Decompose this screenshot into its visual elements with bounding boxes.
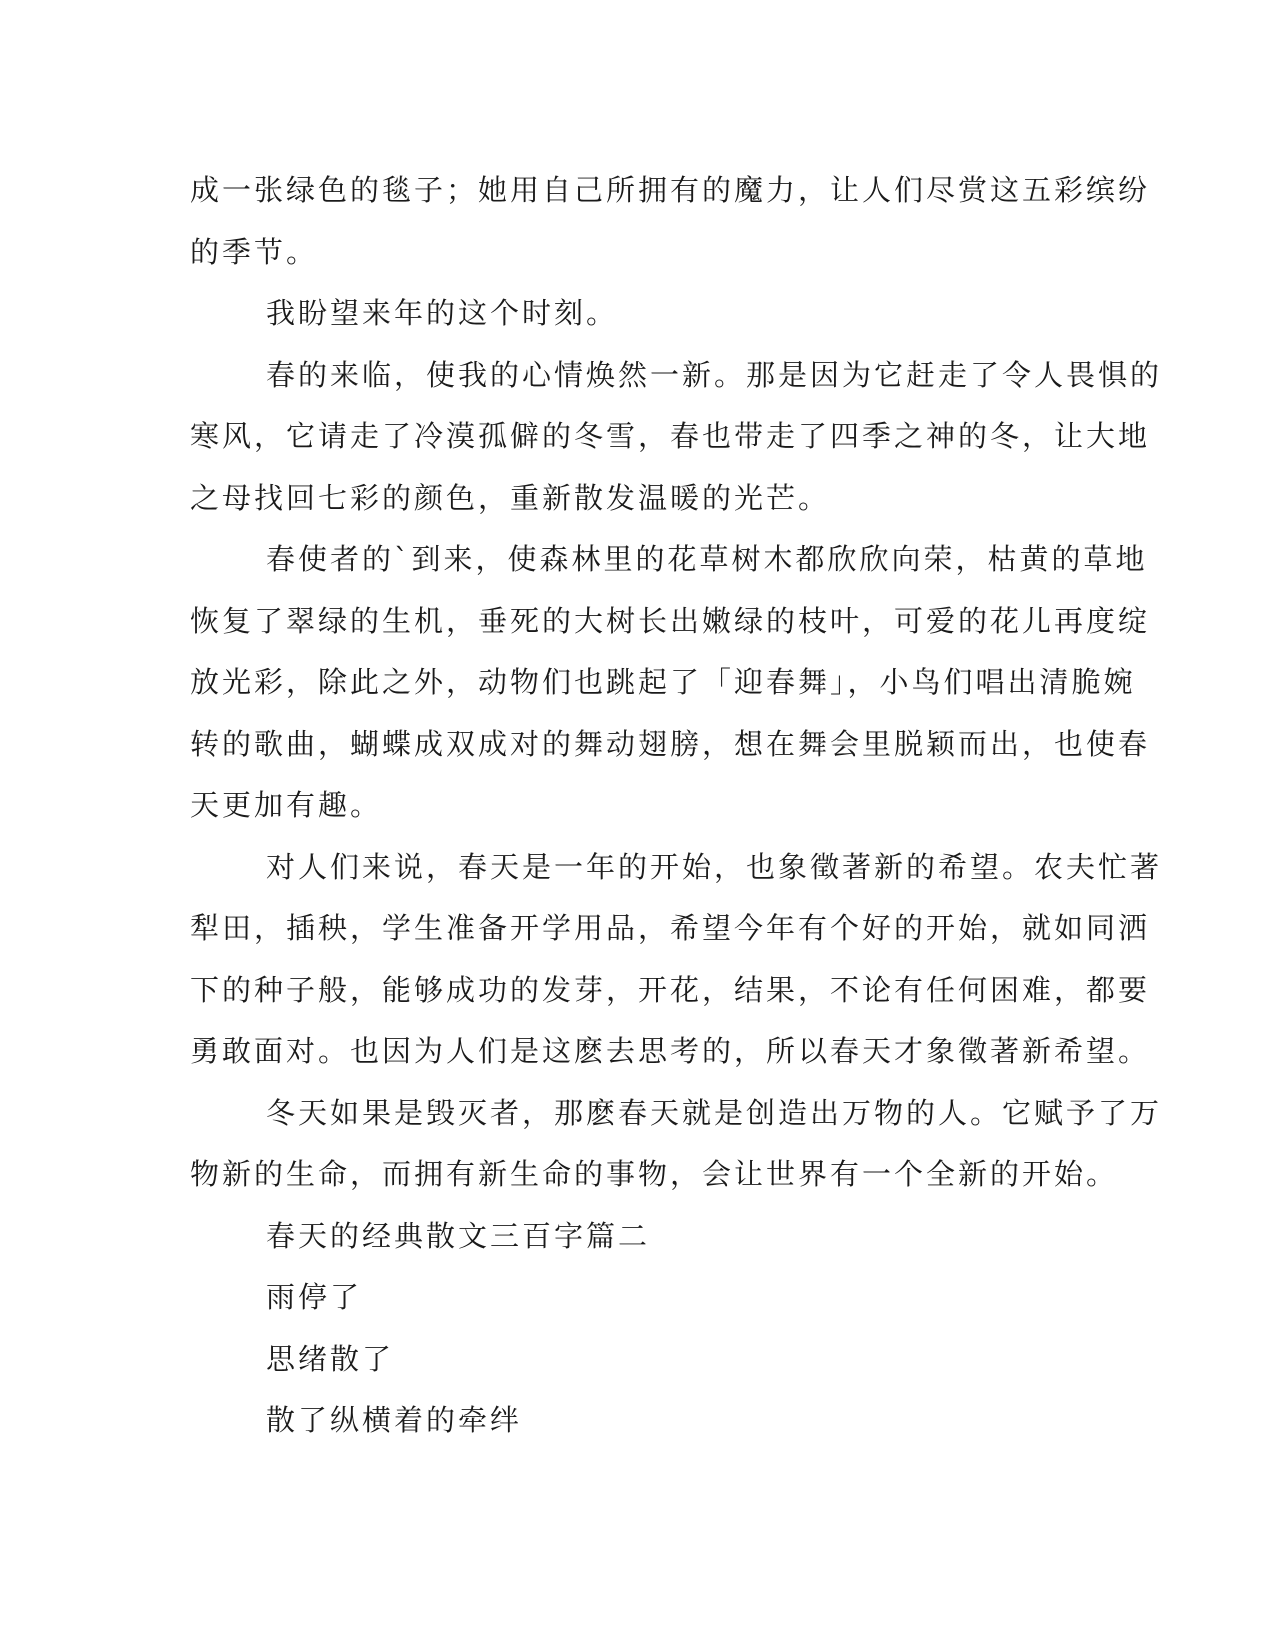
text-line: 对人们来说，春天是一年的开始，也象徵著新的希望。农夫忙著 — [266, 849, 1163, 884]
poem-line — [190, 1390, 1090, 1452]
paragraph — [190, 1083, 1163, 1206]
document-body — [190, 160, 1163, 1452]
text-line: 散了纵横着的牵绊 — [266, 1403, 523, 1437]
text-line: 我盼望来年的这个时刻。 — [266, 296, 619, 330]
text-line: 之母找回七彩的颜色，重新散发温暖的光芒。 — [190, 480, 831, 515]
text-line: 春使者的`到来，使森林里的花草树木都欣欣向荣，枯黄的草地 — [266, 542, 1148, 576]
poem-line — [190, 1267, 1090, 1329]
text-line: 的季节。 — [190, 234, 319, 269]
paragraph — [190, 345, 1163, 530]
paragraph — [190, 160, 1151, 283]
text-line: 雨停了 — [266, 1280, 363, 1314]
section-heading — [190, 1206, 1090, 1268]
text-line: 下的种子般，能够成功的发芽，开花，结果，不论有任何困难，都要 — [190, 972, 1151, 1007]
text-line: 放光彩，除此之外，动物们也跳起了「迎春舞」，小鸟们唱出清脆婉 — [190, 665, 1136, 699]
text-line: 天更加有趣。 — [190, 788, 383, 822]
paragraph — [190, 837, 1163, 1083]
paragraph — [190, 283, 1090, 345]
text-line: 转的歌曲，蝴蝶成双成对的舞动翅膀，想在舞会里脱颖而出，也使春 — [190, 726, 1151, 761]
text-line: 思绪散了 — [266, 1341, 395, 1376]
text-line: 寒风，它请走了冷漠孤僻的冬雪，春也带走了四季之神的冬，让大地 — [190, 419, 1151, 453]
text-line: 成一张绿色的毯子；她用自己所拥有的魔力，让人们尽赏这五彩缤纷 — [190, 173, 1151, 207]
text-line: 物新的生命，而拥有新生命的事物，会让世界有一个全新的开始。 — [190, 1157, 1119, 1191]
paragraph — [190, 529, 1151, 837]
text-line: 春天的经典散文三百字篇二 — [266, 1218, 651, 1253]
text-line: 恢复了翠绿的生机，垂死的大树长出嫩绿的枝叶，可爱的花儿再度绽 — [190, 603, 1151, 638]
poem-line — [190, 1329, 1090, 1391]
text-line: 勇敢面对。也因为人们是这麽去思考的，所以春天才象徵著新希望。 — [190, 1034, 1151, 1068]
text-line: 春的来临，使我的心情焕然一新。那是因为它赶走了令人畏惧的 — [266, 357, 1163, 392]
text-line: 犁田，插秧，学生准备开学用品，希望今年有个好的开始，就如同洒 — [190, 911, 1151, 945]
text-line: 冬天如果是毁灭者，那麽春天就是创造出万物的人。它赋予了万 — [266, 1095, 1163, 1130]
